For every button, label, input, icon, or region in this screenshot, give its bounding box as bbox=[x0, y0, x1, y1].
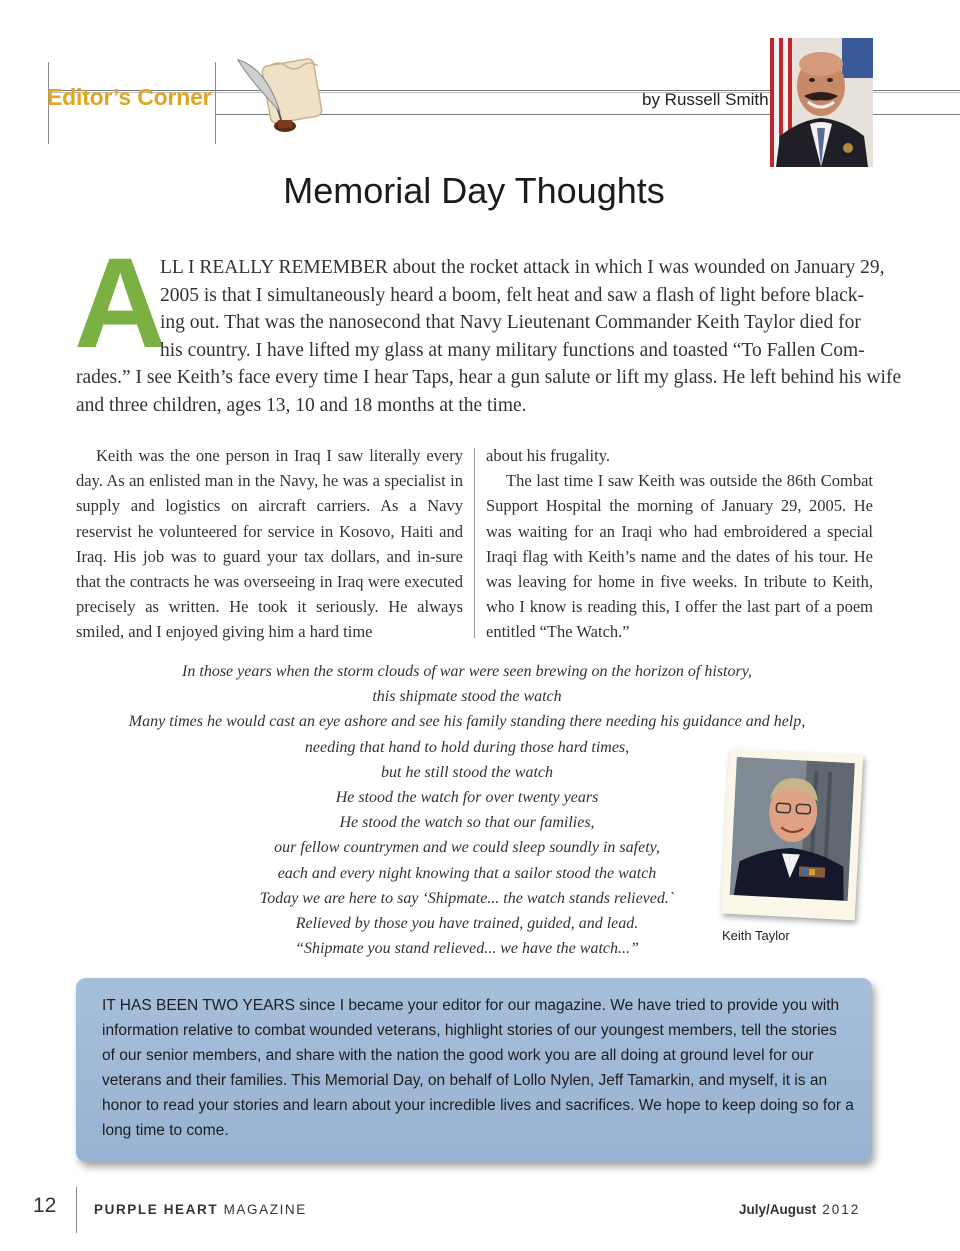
body-column-right bbox=[486, 443, 873, 645]
magazine-name-rest: MAGAZINE bbox=[223, 1202, 307, 1217]
paragraph: Keith was the one person in Iraq I saw literally every day. As an enlisted man in the Navy, he was a specialist in supply and logistics on aircraft carriers. As a Navy reservist he volunteered for service in Kosovo, Haiti and Iraq. His job was to guard your tax dollars, and in-sure that the contracts he was overseeing in Iraq were executed precisely as written. He took it seriously. He always smiled, and I enjoyed giving him a hard time bbox=[76, 446, 463, 642]
poem-line: Relieved by those you have trained, guided, and lead. bbox=[295, 915, 639, 933]
paragraph: about his frugality. bbox=[486, 446, 611, 465]
article-title: Memorial Day Thoughts bbox=[283, 170, 665, 211]
drop-cap: A bbox=[74, 232, 167, 375]
poem-line: needing that hand to hold during those hard times, bbox=[304, 738, 630, 756]
lead-line: rades.” I see Keith’s face every time I hear Taps, hear a gun salute or lift my glass. He left behind his wife bbox=[76, 367, 902, 388]
page-number: 12 bbox=[33, 1194, 57, 1217]
magazine-name-bold: PURPLE HEART bbox=[94, 1202, 219, 1217]
portrait-image bbox=[730, 757, 855, 901]
editor-note-text: IT HAS BEEN TWO YEARS since I became your editor for our magazine. We have tried to provide you with information relative to combat wounded veterans, highlight stories of our youngest members, tell the stories of our senior members, and share with the nation the good work you are all doing at ground level for our veterans and their families. This Memorial Day, on behalf of Lollo Nylen, Jeff Tamarkin, and myself, it is an honor to read your stories and learn about your incredible lives and sacrifices. We hope to keep doing so for a long time to come. bbox=[102, 997, 854, 1139]
paragraph: The last time I saw Keith was outside the 86th Combat Support Hospital the morning of January 29, 2005. He was waiting for an Iraqi who had embroidered a special Iraqi flag with Keith’s name and the dates of his tour. He was leaving for home in five weeks. In tribute to Keith, who I know is reading this, I offer the last part of a poem entitled “The Watch.” bbox=[486, 471, 873, 642]
poem-line: “Shipmate you stand relieved... we have the watch...” bbox=[295, 940, 639, 958]
poem-line: our fellow countrymen and we could sleep soundly in safety, bbox=[274, 839, 660, 857]
poem-line: He stood the watch for over twenty years bbox=[335, 789, 599, 807]
lead-line: LL I REALLY REMEMBER about the rocket attack in which I was wounded on January 29, bbox=[160, 257, 885, 278]
issue-months: July/August bbox=[739, 1202, 817, 1217]
poem-line: In those years when the storm clouds of war were seen brewing on the horizon of history, bbox=[182, 663, 752, 680]
magazine-name bbox=[94, 1202, 307, 1217]
poem-line: He stood the watch so that our families, bbox=[339, 814, 595, 832]
poem-line: each and every night knowing that a sailor stood the watch bbox=[277, 864, 657, 882]
poem-line: Many times he would cast an eye ashore and see his family standing there needing his guidance and help, bbox=[128, 713, 806, 731]
photo-caption: Keith Taylor bbox=[722, 928, 790, 943]
byline: by Russell Smith bbox=[642, 90, 769, 109]
editor-note-box bbox=[76, 978, 872, 1162]
lead-line: and three children, ages 13, 10 and 18 months at the time. bbox=[76, 395, 527, 416]
footer-divider bbox=[76, 1187, 77, 1233]
lead-line: his country. I have lifted my glass at many military functions and toasted “To Fallen Com- bbox=[160, 340, 865, 361]
body-column-left bbox=[76, 443, 463, 645]
poem-line: this shipmate stood the watch bbox=[372, 688, 562, 706]
quill-scroll-icon bbox=[230, 56, 340, 136]
column-divider bbox=[474, 448, 475, 638]
issue-year: 2012 bbox=[822, 1202, 861, 1217]
poem-line: Today we are here to say ‘Shipmate... the watch stands relieved.` bbox=[259, 889, 675, 907]
lead-line: ing out. That was the nanosecond that Navy Lieutenant Commander Keith Taylor died for bbox=[160, 312, 861, 333]
issue-date bbox=[739, 1202, 860, 1217]
keith-taylor-photo bbox=[721, 749, 863, 921]
poem-line: but he still stood the watch bbox=[381, 763, 553, 781]
section-title: Editor’s Corner bbox=[47, 84, 212, 110]
author-photo bbox=[770, 38, 873, 167]
header-mid-divider bbox=[215, 62, 216, 144]
lead-line: 2005 is that I simultaneously heard a boom, felt heat and saw a flash of light before black- bbox=[160, 285, 864, 306]
